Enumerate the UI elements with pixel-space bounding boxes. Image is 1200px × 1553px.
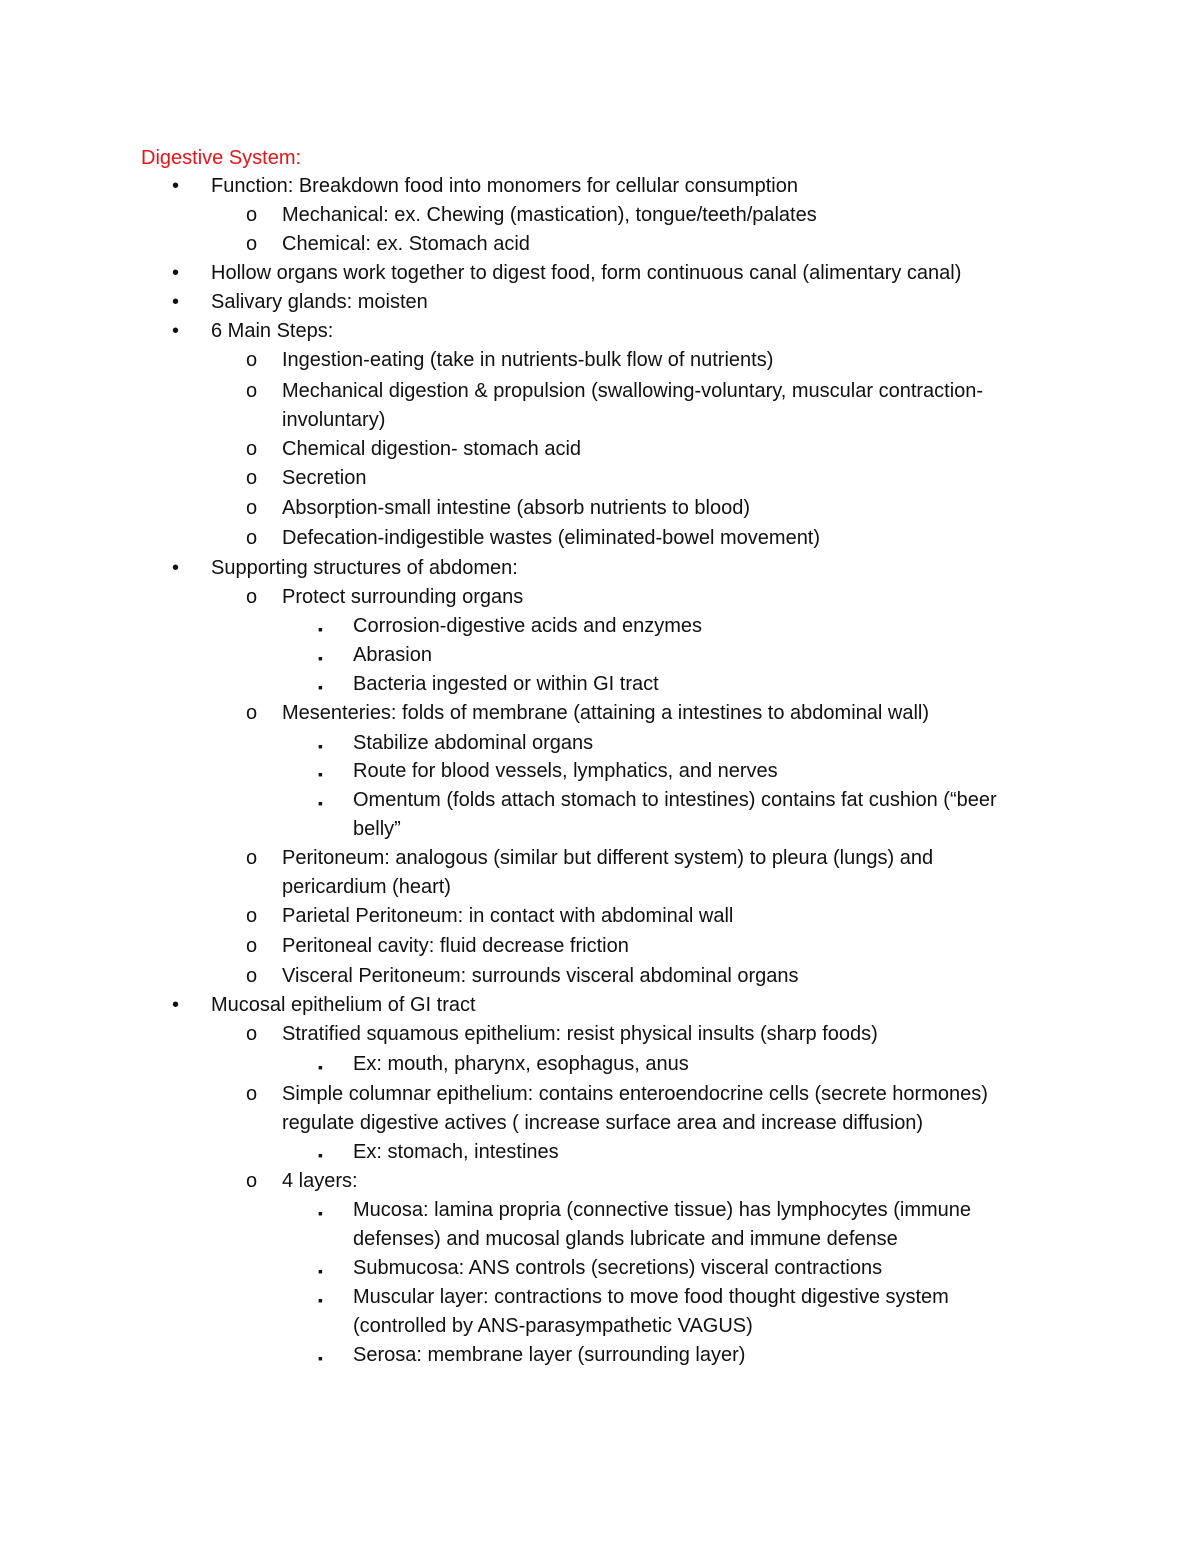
outline-item-level2: Defecation-indigestible wastes (eliminated-bowel movement) bbox=[282, 527, 821, 549]
bullet-marker-level2: o bbox=[246, 905, 258, 927]
outline-item-level2: regulate digestive actives ( increase surface area and increase diffusion) bbox=[282, 1112, 924, 1134]
outline-item-level3: Submucosa: ANS controls (secretions) visceral contractions bbox=[353, 1257, 883, 1279]
outline-item-level2: Mechanical digestion & propulsion (swallowing-voluntary, muscular contraction- bbox=[282, 380, 984, 402]
bullet-marker-level2: o bbox=[246, 438, 258, 460]
bullet-marker-level2: o bbox=[246, 467, 258, 489]
outline-item-level2: Secretion bbox=[282, 467, 367, 489]
bullet-marker-level3: ▪ bbox=[318, 766, 323, 782]
outline-item-level3: Muscular layer: contractions to move food thought digestive system bbox=[353, 1286, 949, 1308]
outline-item-level3: Corrosion-digestive acids and enzymes bbox=[353, 615, 703, 637]
bullet-marker-level1: • bbox=[172, 557, 180, 579]
bullet-marker-level1: • bbox=[172, 320, 180, 342]
outline-item-level3: Ex: stomach, intestines bbox=[353, 1141, 559, 1163]
outline-item-level1: Hollow organs work together to digest food, form continuous canal (alimentary canal) bbox=[211, 262, 962, 284]
bullet-marker-level2: o bbox=[246, 204, 258, 226]
outline-item-level2: Simple columnar epithelium: contains enteroendocrine cells (secrete hormones) bbox=[282, 1083, 988, 1105]
bullet-marker-level3: ▪ bbox=[318, 1350, 323, 1366]
outline-item-level2: involuntary) bbox=[282, 409, 386, 431]
bullet-marker-level2: o bbox=[246, 380, 258, 402]
bullet-marker-level3: ▪ bbox=[318, 795, 323, 811]
outline-item-level2: Mesenteries: folds of membrane (attaining a intestines to abdominal wall) bbox=[282, 702, 929, 724]
bullet-marker-level2: o bbox=[246, 1023, 258, 1045]
outline-item-level2: Stratified squamous epithelium: resist physical insults (sharp foods) bbox=[282, 1023, 878, 1045]
outline-item-level1: Mucosal epithelium of GI tract bbox=[211, 994, 476, 1016]
outline-item-level3: Stabilize abdominal organs bbox=[353, 732, 594, 754]
outline-item-level2: Mechanical: ex. Chewing (mastication), tongue/teeth/palates bbox=[282, 204, 817, 226]
bullet-marker-level1: • bbox=[172, 291, 180, 313]
outline-item-level2: Ingestion-eating (take in nutrients-bulk flow of nutrients) bbox=[282, 349, 774, 371]
bullet-marker-level3: ▪ bbox=[318, 1205, 323, 1221]
outline-item-level1: Salivary glands: moisten bbox=[211, 291, 428, 313]
outline-item-level3: Abrasion bbox=[353, 644, 432, 666]
outline-item-level3: Serosa: membrane layer (surrounding layer) bbox=[353, 1344, 746, 1366]
bullet-marker-level2: o bbox=[246, 702, 258, 724]
bullet-marker-level2: o bbox=[246, 586, 258, 608]
outline-item-level2: Peritoneal cavity: fluid decrease friction bbox=[282, 935, 629, 957]
bullet-marker-level2: o bbox=[246, 847, 258, 869]
bullet-marker-level2: o bbox=[246, 935, 258, 957]
outline-item-level2: Chemical digestion- stomach acid bbox=[282, 438, 582, 460]
bullet-marker-level2: o bbox=[246, 965, 258, 987]
document-title: Digestive System: bbox=[141, 147, 302, 169]
outline-item-level3: defenses) and mucosal glands lubricate and immune defense bbox=[353, 1228, 898, 1250]
outline-item-level2: pericardium (heart) bbox=[282, 876, 451, 898]
outline-item-level2: Chemical: ex. Stomach acid bbox=[282, 233, 530, 255]
bullet-marker-level3: ▪ bbox=[318, 1292, 323, 1308]
outline-item-level2: Parietal Peritoneum: in contact with abdominal wall bbox=[282, 905, 734, 927]
outline-item-level3: (controlled by ANS-parasympathetic VAGUS) bbox=[353, 1315, 753, 1337]
bullet-marker-level1: • bbox=[172, 175, 180, 197]
outline-item-level2: Absorption-small intestine (absorb nutrients to blood) bbox=[282, 497, 751, 519]
outline-item-level1: Function: Breakdown food into monomers for cellular consumption bbox=[211, 175, 798, 197]
outline-item-level1: Supporting structures of abdomen: bbox=[211, 557, 518, 579]
bullet-marker-level2: o bbox=[246, 1083, 258, 1105]
outline-item-level3: Route for blood vessels, lymphatics, and nerves bbox=[353, 760, 778, 782]
bullet-marker-level1: • bbox=[172, 262, 180, 284]
outline-item-level3: Ex: mouth, pharynx, esophagus, anus bbox=[353, 1053, 689, 1075]
outline-item-level3: Bacteria ingested or within GI tract bbox=[353, 673, 659, 695]
outline-item-level2: Protect surrounding organs bbox=[282, 586, 524, 608]
bullet-marker-level3: ▪ bbox=[318, 1263, 323, 1279]
bullet-marker-level3: ▪ bbox=[318, 738, 323, 754]
outline-item-level1: 6 Main Steps: bbox=[211, 320, 334, 342]
bullet-marker-level3: ▪ bbox=[318, 621, 323, 637]
outline-item-level2: 4 layers: bbox=[282, 1170, 358, 1192]
bullet-marker-level2: o bbox=[246, 349, 258, 371]
bullet-marker-level3: ▪ bbox=[318, 1147, 323, 1163]
outline-item-level2: Peritoneum: analogous (similar but different system) to pleura (lungs) and bbox=[282, 847, 934, 869]
bullet-marker-level2: o bbox=[246, 233, 258, 255]
bullet-marker-level3: ▪ bbox=[318, 650, 323, 666]
bullet-marker-level1: • bbox=[172, 994, 180, 1016]
bullet-marker-level3: ▪ bbox=[318, 1059, 323, 1075]
outline-item-level3: Omentum (folds attach stomach to intestines) contains fat cushion (“beer bbox=[353, 789, 997, 811]
outline-item-level3: Mucosa: lamina propria (connective tissue) has lymphocytes (immune bbox=[353, 1199, 972, 1221]
outline-item-level2: Visceral Peritoneum: surrounds visceral abdominal organs bbox=[282, 965, 799, 987]
bullet-marker-level2: o bbox=[246, 1170, 258, 1192]
bullet-marker-level3: ▪ bbox=[318, 679, 323, 695]
bullet-marker-level2: o bbox=[246, 497, 258, 519]
bullet-marker-level2: o bbox=[246, 527, 258, 549]
outline-item-level3: belly” bbox=[353, 818, 401, 840]
